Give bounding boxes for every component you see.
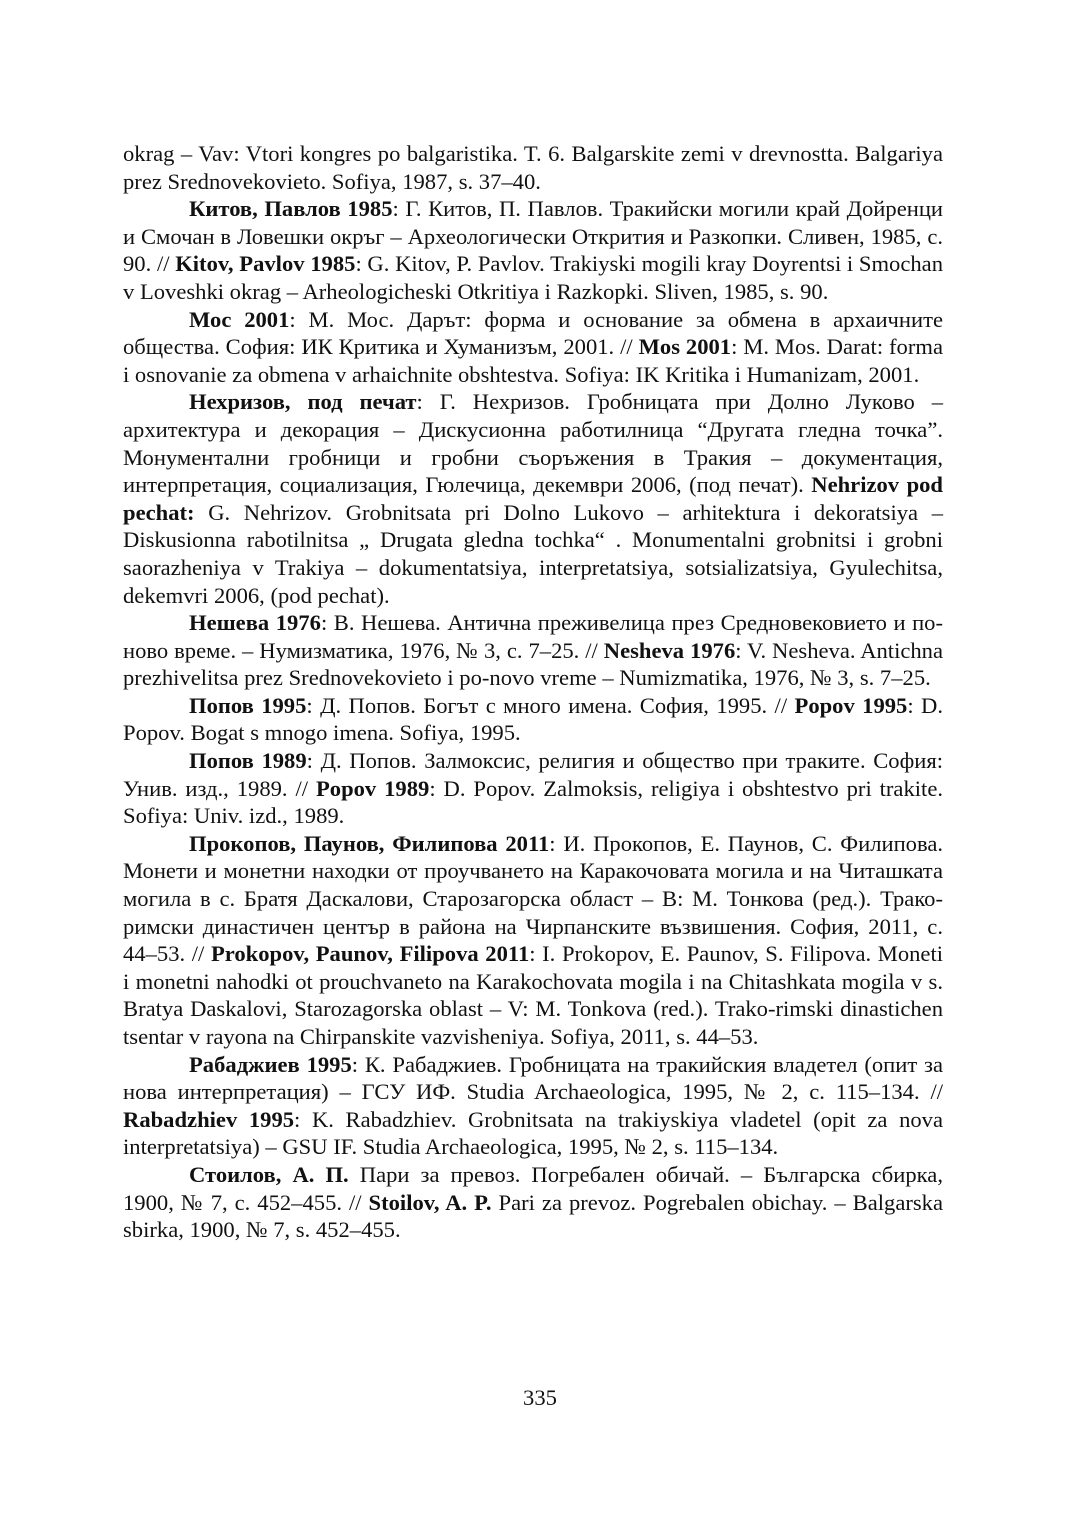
entry-author-latin: Mos 2001 (638, 334, 732, 360)
entry-text: : K. Rabadzhiev. Grobnitsata na trakiyskiya vladetel (opit za nova interpretatsiya) – GSU IF. Studia Archaeologica, 1995, № 2, s. 115–134. (123, 1106, 943, 1160)
bibliography-entry (123, 140, 943, 195)
entry-text: Пари за превоз. Погребален обичай. – Българска сбирка, 1900, № 7, с. 452–455. // (123, 1161, 943, 1215)
page-number: 335 (523, 1385, 557, 1410)
bibliography-entry (123, 692, 943, 747)
entry-author-latin: Stoilov, A. P. (368, 1189, 492, 1215)
bibliography-entry (123, 388, 943, 609)
entry-author-latin: Kitov, Pavlov 1985 (175, 251, 356, 277)
entry-author-latin: Rabadzhiev 1995 (123, 1106, 295, 1132)
entry-author-latin: Popov 1989 (315, 775, 430, 801)
entry-text: : И. Прокопов, Е. Паунов, С. Филипова. Монети и монетни находки от проучването на Каракочовата могила и на Читашката могила в с. Братя Даскалови, Старозагорска област – В: М. Тонкова (ред.). Трако-римски династичен център в района на Чирпанските възвишения. София, 2011, с. 44–53. // (123, 830, 943, 967)
bibliography-page (123, 140, 943, 1244)
entry-text: : К. Рабаджиев. Гробницата на тракийския владетел (опит за нова интерпретация) – ГСУ ИФ. Studia Archaeologica, 1995, № 2, с. 115–134. // (123, 1051, 944, 1105)
entry-text: : D. Popov. Zalmoksis, religiya i obshtestvo pri trakite. Sofiya: Univ. izd., 1989. (123, 775, 943, 829)
entry-text: Pari za prevoz. Pogrebalen obichay. – Balgarska sbirka, 1900, № 7, s. 452–455. (123, 1189, 943, 1243)
bibliography-entry (123, 195, 943, 305)
bibliography-entry (123, 830, 943, 1051)
entry-author-cyrillic: Мос 2001 (189, 306, 290, 332)
entry-text: : G. Kitov, P. Pavlov. Trakiyski mogili kray Doyrentsi i Smochan v Loveshki okrag – Arheologicheski Otkritiya i Razkopki. Sliven, 1985, s. 90. (123, 251, 944, 304)
entry-text: : Д. Попов. Залмоксис, религия и общество при траките. София: Унив. изд., 1989. // (123, 748, 943, 801)
entry-text: : D. Popov. Bogat s mnogo imena. Sofiya, 1995. (123, 692, 943, 746)
entry-author-cyrillic: Попов 1995 (189, 692, 307, 718)
bibliography-entry (123, 609, 943, 692)
entry-author-cyrillic: Нешева 1976 (189, 610, 321, 636)
bibliography-entry (123, 1051, 943, 1161)
entry-text: : М. Мос. Дарът: форма и основание за обмена в архаичните общества. София: ИК Критика и Хуманизъм, 2001. // (123, 306, 943, 360)
bibliography-entry (123, 306, 943, 389)
entry-text: okrag – Vav: Vtori kongres po balgaristika. T. 6. Balgarskite zemi v drevnostta. Balgariya prez Srednovekovieto. Sofiya, 1987, s. 37–40. (123, 141, 943, 194)
entry-author-latin: Popov 1995 (794, 692, 908, 718)
entry-author-latin: Nehrizov pod pechat: (123, 472, 943, 525)
entry-text: : V. Nesheva. Antichna prezhivelitsa prez Srednovekovieto i po-novo vreme – Numizmatika, 1976, № 3, s. 7–25. (123, 637, 944, 691)
entry-text: : Г. Китов, П. Павлов. Тракийски могили край Дойренци и Смочан в Ловешки окръг – Археологически Открития и Разкопки. Сливен, 1985, с. 90. // (123, 196, 944, 277)
entry-text: : В. Нешева. Антична преживелица през Средновековието и по-ново време. – Нумизматика, 1976, № 3, с. 7–25. // (123, 610, 943, 663)
entry-text: : I. Prokopov, E. Paunov, S. Filipova. Moneti i monetni nahodki ot prouchvaneto na Karakochovata mogila i na Chitashkata mogila v s. Bratya Daskalovi, Starozagorska oblast – V: M. Tonkova (red.). Trako-rimski dinastichen tsentar v rayona na Chirpanskite vazvisheniya. Sofiya, 2011, s. 44–53. (123, 941, 944, 1049)
entry-text: : Г. Нехризов. Гробницата при Долно Луково – архитектура и декорация – Дискусионна работилница “Другата гледна точка”. Монументални гробници и гробни съоръжения в Тракия – документация, интерпретация, социализация, Гюлечица, декември 2006, (под печат). (123, 389, 943, 498)
entry-author-cyrillic: Китов, Павлов 1985 (189, 196, 393, 222)
bibliography-entry (123, 747, 943, 830)
entry-text: : M. Mos. Darat: forma i osnovanie za obmena v arhaichnite obshtestva. Sofiya: IK Kritika i Humanizam, 2001. (123, 334, 943, 387)
entry-author-cyrillic: Попов 1989 (189, 748, 307, 774)
bibliography-entry (123, 1161, 943, 1244)
entry-author-cyrillic: Рабаджиев 1995 (189, 1051, 352, 1077)
entry-text: G. Nehrizov. Grobnitsata pri Dolno Lukovo – arhitektura i dekoratsiya – Diskusionna rabotilnitsa „ Drugata gledna tochka“ . Monumentalni grobnitsi i grobni saorazheniya v Trakiya – dokumentatsiya, interpretatsiya, sotsializatsiya, Gyulechitsa, dekemvri 2006, (pod pechat). (123, 499, 943, 608)
entry-author-cyrillic: Нехризов, под печат (189, 389, 417, 415)
entry-author-cyrillic: Стоилов, А. П. (189, 1161, 349, 1187)
entry-author-latin: Prokopov, Paunov, Filipova 2011 (210, 941, 530, 967)
entry-author-cyrillic: Прокопов, Паунов, Филипова 2011 (189, 830, 550, 856)
entry-text: : Д. Попов. Богът с много имена. София, 1995. // (306, 692, 795, 718)
entry-author-latin: Nesheva 1976 (603, 637, 736, 663)
